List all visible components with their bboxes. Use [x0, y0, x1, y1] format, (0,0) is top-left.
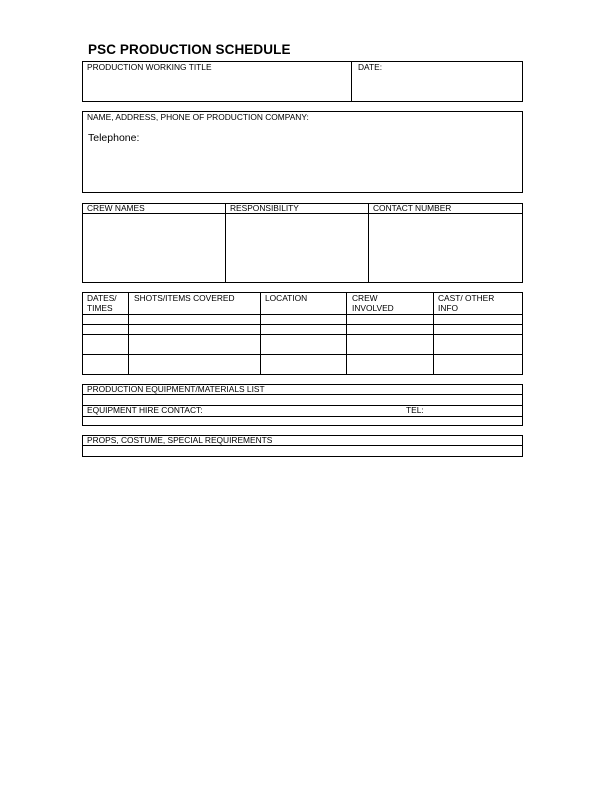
shots-items-header: SHOTS/ITEMS COVERED [134, 293, 235, 303]
crew-names-header: CREW NAMES [87, 203, 145, 213]
telephone-label: Telephone: [88, 132, 140, 144]
responsibility-header: RESPONSIBILITY [230, 203, 299, 213]
props-section [82, 435, 523, 457]
page-title: PSC PRODUCTION SCHEDULE [88, 42, 291, 57]
schedule-col-divider-2 [260, 293, 261, 374]
company-section[interactable] [82, 111, 523, 193]
schedule-col-divider-1 [128, 293, 129, 374]
crew-involved-header: CREW INVOLVED [352, 293, 394, 313]
crew-col-divider-1 [225, 204, 226, 282]
cast-other-info-header: CAST/ OTHER INFO [438, 293, 495, 313]
working-title-field[interactable]: PRODUCTION WORKING TITLE [87, 62, 212, 72]
date-field[interactable]: DATE: [358, 62, 383, 72]
schedule-table [82, 292, 523, 375]
schedule-header-line [83, 314, 522, 315]
equipment-line-3 [83, 416, 522, 417]
props-label: PROPS, COSTUME, SPECIAL REQUIREMENTS [87, 435, 273, 445]
schedule-row-line-3 [83, 354, 522, 355]
crew-table [82, 203, 523, 283]
equipment-section [82, 384, 523, 426]
schedule-col-divider-3 [346, 293, 347, 374]
schedule-row-line-1 [83, 324, 522, 325]
company-label: NAME, ADDRESS, PHONE OF PRODUCTION COMPANY: [87, 112, 309, 122]
crew-col-divider-2 [368, 204, 369, 282]
contact-number-header: CONTACT NUMBER [373, 203, 452, 213]
dates-times-header: DATES/ TIMES [87, 293, 117, 313]
equipment-hire-contact-field[interactable]: EQUIPMENT HIRE CONTACT: [87, 405, 203, 415]
schedule-row-line-2 [83, 334, 522, 335]
crew-header-line [83, 213, 522, 214]
equipment-list-label: PRODUCTION EQUIPMENT/MATERIALS LIST [87, 384, 265, 394]
schedule-col-divider-4 [433, 293, 434, 374]
location-header: LOCATION [265, 293, 308, 303]
title-date-divider [351, 62, 352, 101]
title-section [82, 61, 523, 102]
tel-field[interactable]: TEL: [406, 405, 424, 415]
